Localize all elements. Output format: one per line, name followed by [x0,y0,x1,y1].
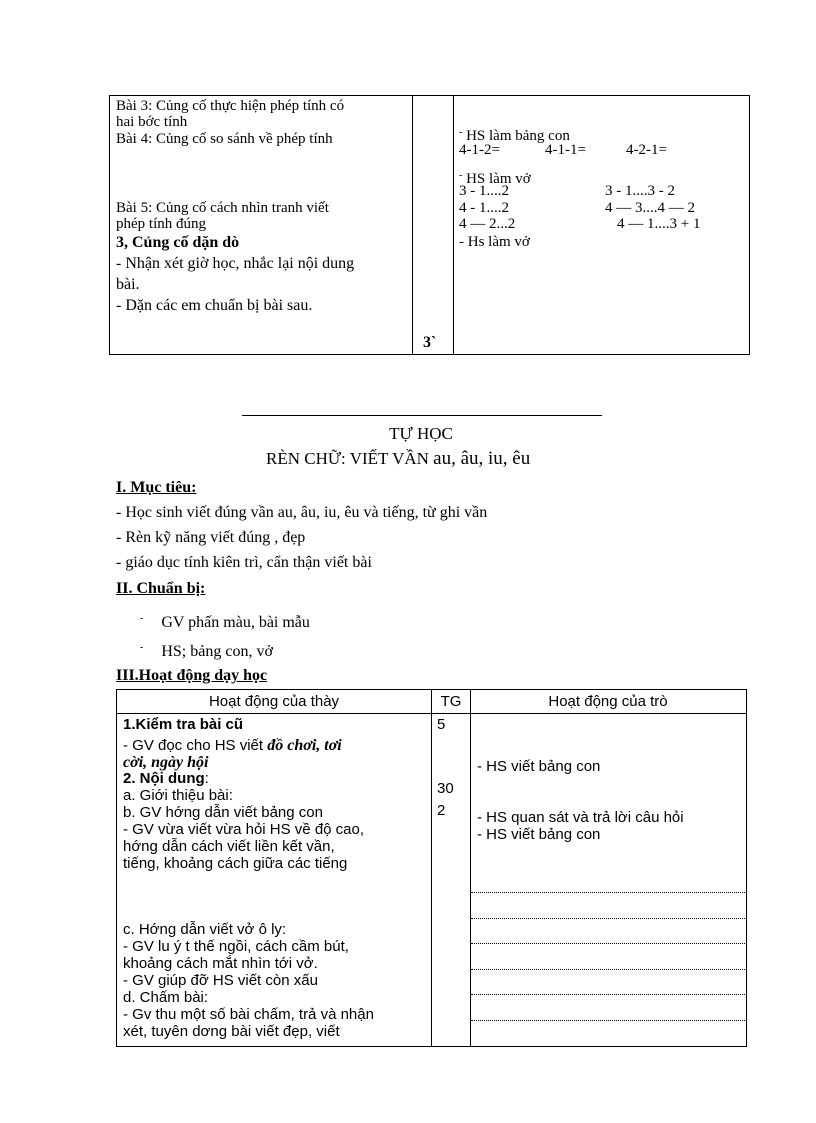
compare-1b: 3 - 1....3 - 2 [605,183,675,199]
thu-bai-line-1: - Gv thu một số bài chấm, trả và nhận [123,1006,374,1023]
answer-line [471,969,745,970]
calc-2: 4-1-1= [545,142,586,158]
objective-1: - Học sinh viết đúng vần au, âu, iu, êu và tiếng, từ ghi vần [116,504,488,521]
calc-3: 4-2-1= [626,142,667,158]
dash-marker: - [459,127,463,138]
table-1-divider-1 [412,95,413,354]
bai5-line-2: phép tính đúng [116,216,206,232]
time-30: 30 [437,780,454,797]
page-subtitle: RÈN CHỮ: VIẾT VẦN au, âu, iu, êu [266,448,531,469]
dash-marker: - [140,613,144,624]
luu-y-line-1: - GV lu ý t thế ngồi, cách cầm bút, [123,938,349,955]
gv-doc-line-1: - GV đọc cho HS viết đồ chơi, tơi [123,737,342,754]
compare-2a: 4 - 1....2 [459,200,509,216]
section-2-title: II. Chuẩn bị: [116,580,206,597]
cung-co-heading: 3, Củng cố dặn dò [116,234,240,251]
nhan-xet-line-2: bài. [116,276,140,293]
objective-3: - giáo dục tính kiên trì, cẩn thận viết bài [116,554,372,571]
calc-1: 4-1-2= [459,142,500,158]
compare-3b: 4 — 1....3 + 1 [617,216,701,232]
answer-line [471,994,745,995]
separator-line [242,415,602,416]
luu-y-line-2: khoảng cách mắt nhìn tới vở. [123,955,318,972]
nhan-xet-line-1: - Nhận xét giờ học, nhắc lại nội dung [116,255,355,272]
header-time: TG [440,693,462,710]
hs-quan-sat: - HS quan sát và trả lời câu hỏi [477,809,684,826]
header-teacher: Hoạt động của thày [208,693,340,710]
bai5-line-1: Bài 5: Củng cố cách nhìn tranh viết [116,200,329,216]
giup-do: - GV giúp đỡ HS viết còn xấu [123,972,318,989]
hs-lam-vo-2: - Hs làm vở [459,234,530,250]
compare-2b: 4 — 3....4 — 2 [605,200,695,216]
cham-bai: d. Chấm bài: [123,989,209,1006]
bai3-line-1: Bài 3: Củng cố thực hiện phép tính có [116,98,345,114]
vo-o-ly: c. Hớng dẫn viết vở ô ly: [123,921,287,938]
page-title: TỰ HỌC [389,424,453,443]
section-3-title: III.Hoạt động dạy học [116,667,268,684]
time-5: 5 [437,716,446,733]
objective-2: - Rèn kỹ năng viết đúng , đẹp [116,529,306,546]
table-2-divider-2 [470,689,471,1046]
header-student: Hoạt động của trò [548,693,668,710]
table-2-divider-1 [431,689,432,1046]
kiem-tra-heading: 1.Kiểm tra bài cũ [123,716,244,733]
compare-3a: 4 — 2...2 [459,216,516,232]
bai4-text: Bài 4: Củng cố so sánh về phép tính [116,131,333,147]
vua-viet-line-1: - GV vừa viết vừa hỏi HS về độ cao, [123,821,365,838]
noi-dung-heading: 2. Nội dung: [123,770,209,787]
compare-1a: 3 - 1....2 [459,183,509,199]
dash-marker: - [459,170,463,181]
section-1-title: I. Mục tiêu: [116,479,197,496]
prep-item-1: - GV phấn màu, bài mẫu [140,613,310,631]
hs-viet-bang-con: - HS viết bảng con [477,758,601,775]
answer-line [471,918,745,919]
hs-bang-con: - HS làm bảng con [459,127,570,144]
hs-vo: - HS làm vở [459,170,531,187]
vua-viet-line-3: tiếng, khoảng cách giữa các tiếng [123,855,348,872]
vua-viet-line-2: hớng dẫn cách viết liền kết vần, [123,838,335,855]
table-1-divider-2 [453,95,454,354]
table-1-time: 3` [423,334,437,351]
gv-doc-line-2: cời, ngày hội [123,754,209,771]
answer-line [471,1020,745,1021]
huong-dan-bang-con: b. GV hớng dẫn viết bảng con [123,804,323,821]
time-2: 2 [437,802,446,819]
gioi-thieu: a. Giới thiệu bài: [123,787,233,804]
hs-viet-bang-con-2: - HS viết bảng con [477,826,601,843]
prep-item-2: - HS; bảng con, vở [140,642,273,660]
dash-marker: - [140,642,144,653]
thu-bai-line-2: xét, tuyên dơng bài viết đẹp, viết [123,1023,340,1040]
answer-line [471,892,745,893]
bai3-line-2: hai bớc tính [116,114,188,130]
dan-do-text: - Dặn các em chuẩn bị bài sau. [116,297,313,314]
answer-line [471,943,745,944]
